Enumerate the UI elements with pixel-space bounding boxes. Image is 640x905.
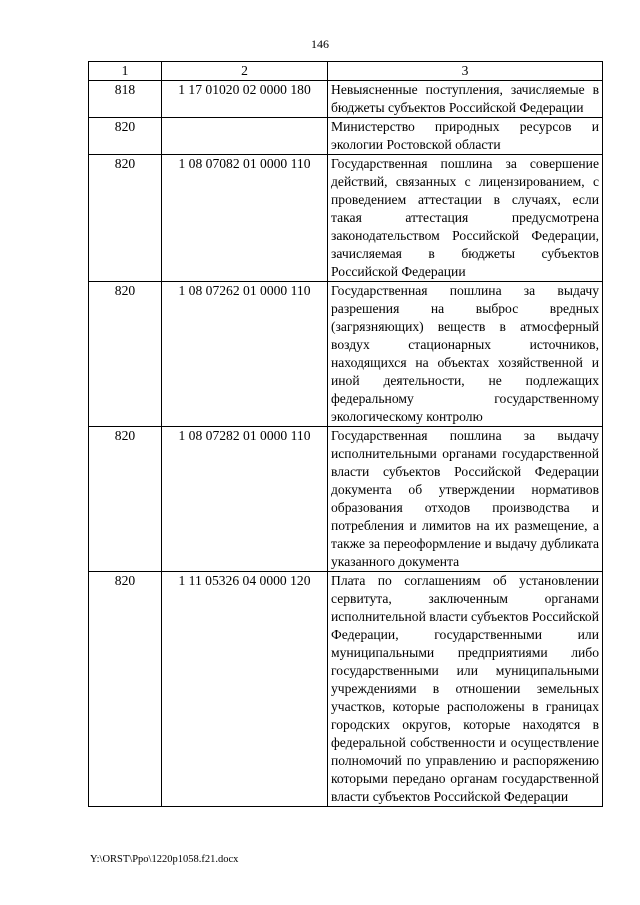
page-number: 146: [311, 37, 329, 51]
income-code-cell: 1 08 07082 01 0000 110: [162, 155, 328, 282]
income-code-cell: 1 17 01020 02 0000 180: [162, 81, 328, 118]
table-row: [89, 282, 603, 427]
admin-code-cell: 820: [89, 572, 162, 807]
description-cell: Государственная пошлина за выдачу исполнительными органами государственной власти субъектов Российской Федерации документа об утверждении нормативов образования отходов производства и потребления и лимитов на их размещение, а также за переоформление и выдачу дубликата указанного документа: [328, 427, 603, 572]
table-row: [89, 81, 603, 118]
column-header-2: 2: [162, 62, 328, 81]
table-row: [89, 572, 603, 807]
footer-file-path: Y:\ORST\Ppo\1220p1058.f21.docx: [90, 854, 239, 865]
description-cell: Министерство природных ресурсов и экологии Ростовской области: [328, 118, 603, 155]
admin-code-cell: 820: [89, 282, 162, 427]
description-cell: Плата по соглашениям об установлении сервитута, заключенным органами исполнительной власти субъектов Российской Федерации, государственными или муниципальными предприятиями либо государственными или муниципальными учреждениями в отношении земельных участков, которые расположены в границах городских округов, которые находятся в федеральной собственности и осуществление полномочий по управлению и распоряжению которыми передано органам государственной власти субъектов Российской Федерации: [328, 572, 603, 807]
table-row: [89, 427, 603, 572]
admin-code-cell: 818: [89, 81, 162, 118]
column-header-3: 3: [328, 62, 603, 81]
description-cell: Невыясненные поступления, зачисляемые в бюджеты субъектов Российской Федерации: [328, 81, 603, 118]
table-header-row: [89, 62, 603, 81]
income-code-cell: [162, 118, 328, 155]
column-header-1: 1: [89, 62, 162, 81]
description-cell: Государственная пошлина за совершение действий, связанных с лицензированием, с проведением аттестации в случаях, если такая аттестация предусмотрена законодательством Российской Федерации, зачисляемая в бюджеты субъектов Российской Федерации: [328, 155, 603, 282]
budget-classification-table: [88, 61, 603, 807]
description-cell: Государственная пошлина за выдачу разрешения на выброс вредных (загрязняющих) веществ в атмосферный воздух стационарных источников, находящихся на объектах хозяйственной и иной деятельности, не подлежащих федеральному государственному экологическому контролю: [328, 282, 603, 427]
admin-code-cell: 820: [89, 155, 162, 282]
income-code-cell: 1 08 07282 01 0000 110: [162, 427, 328, 572]
admin-code-cell: 820: [89, 118, 162, 155]
table-row: [89, 155, 603, 282]
admin-code-cell: 820: [89, 427, 162, 572]
income-code-cell: 1 08 07262 01 0000 110: [162, 282, 328, 427]
table-row: [89, 118, 603, 155]
income-code-cell: 1 11 05326 04 0000 120: [162, 572, 328, 807]
